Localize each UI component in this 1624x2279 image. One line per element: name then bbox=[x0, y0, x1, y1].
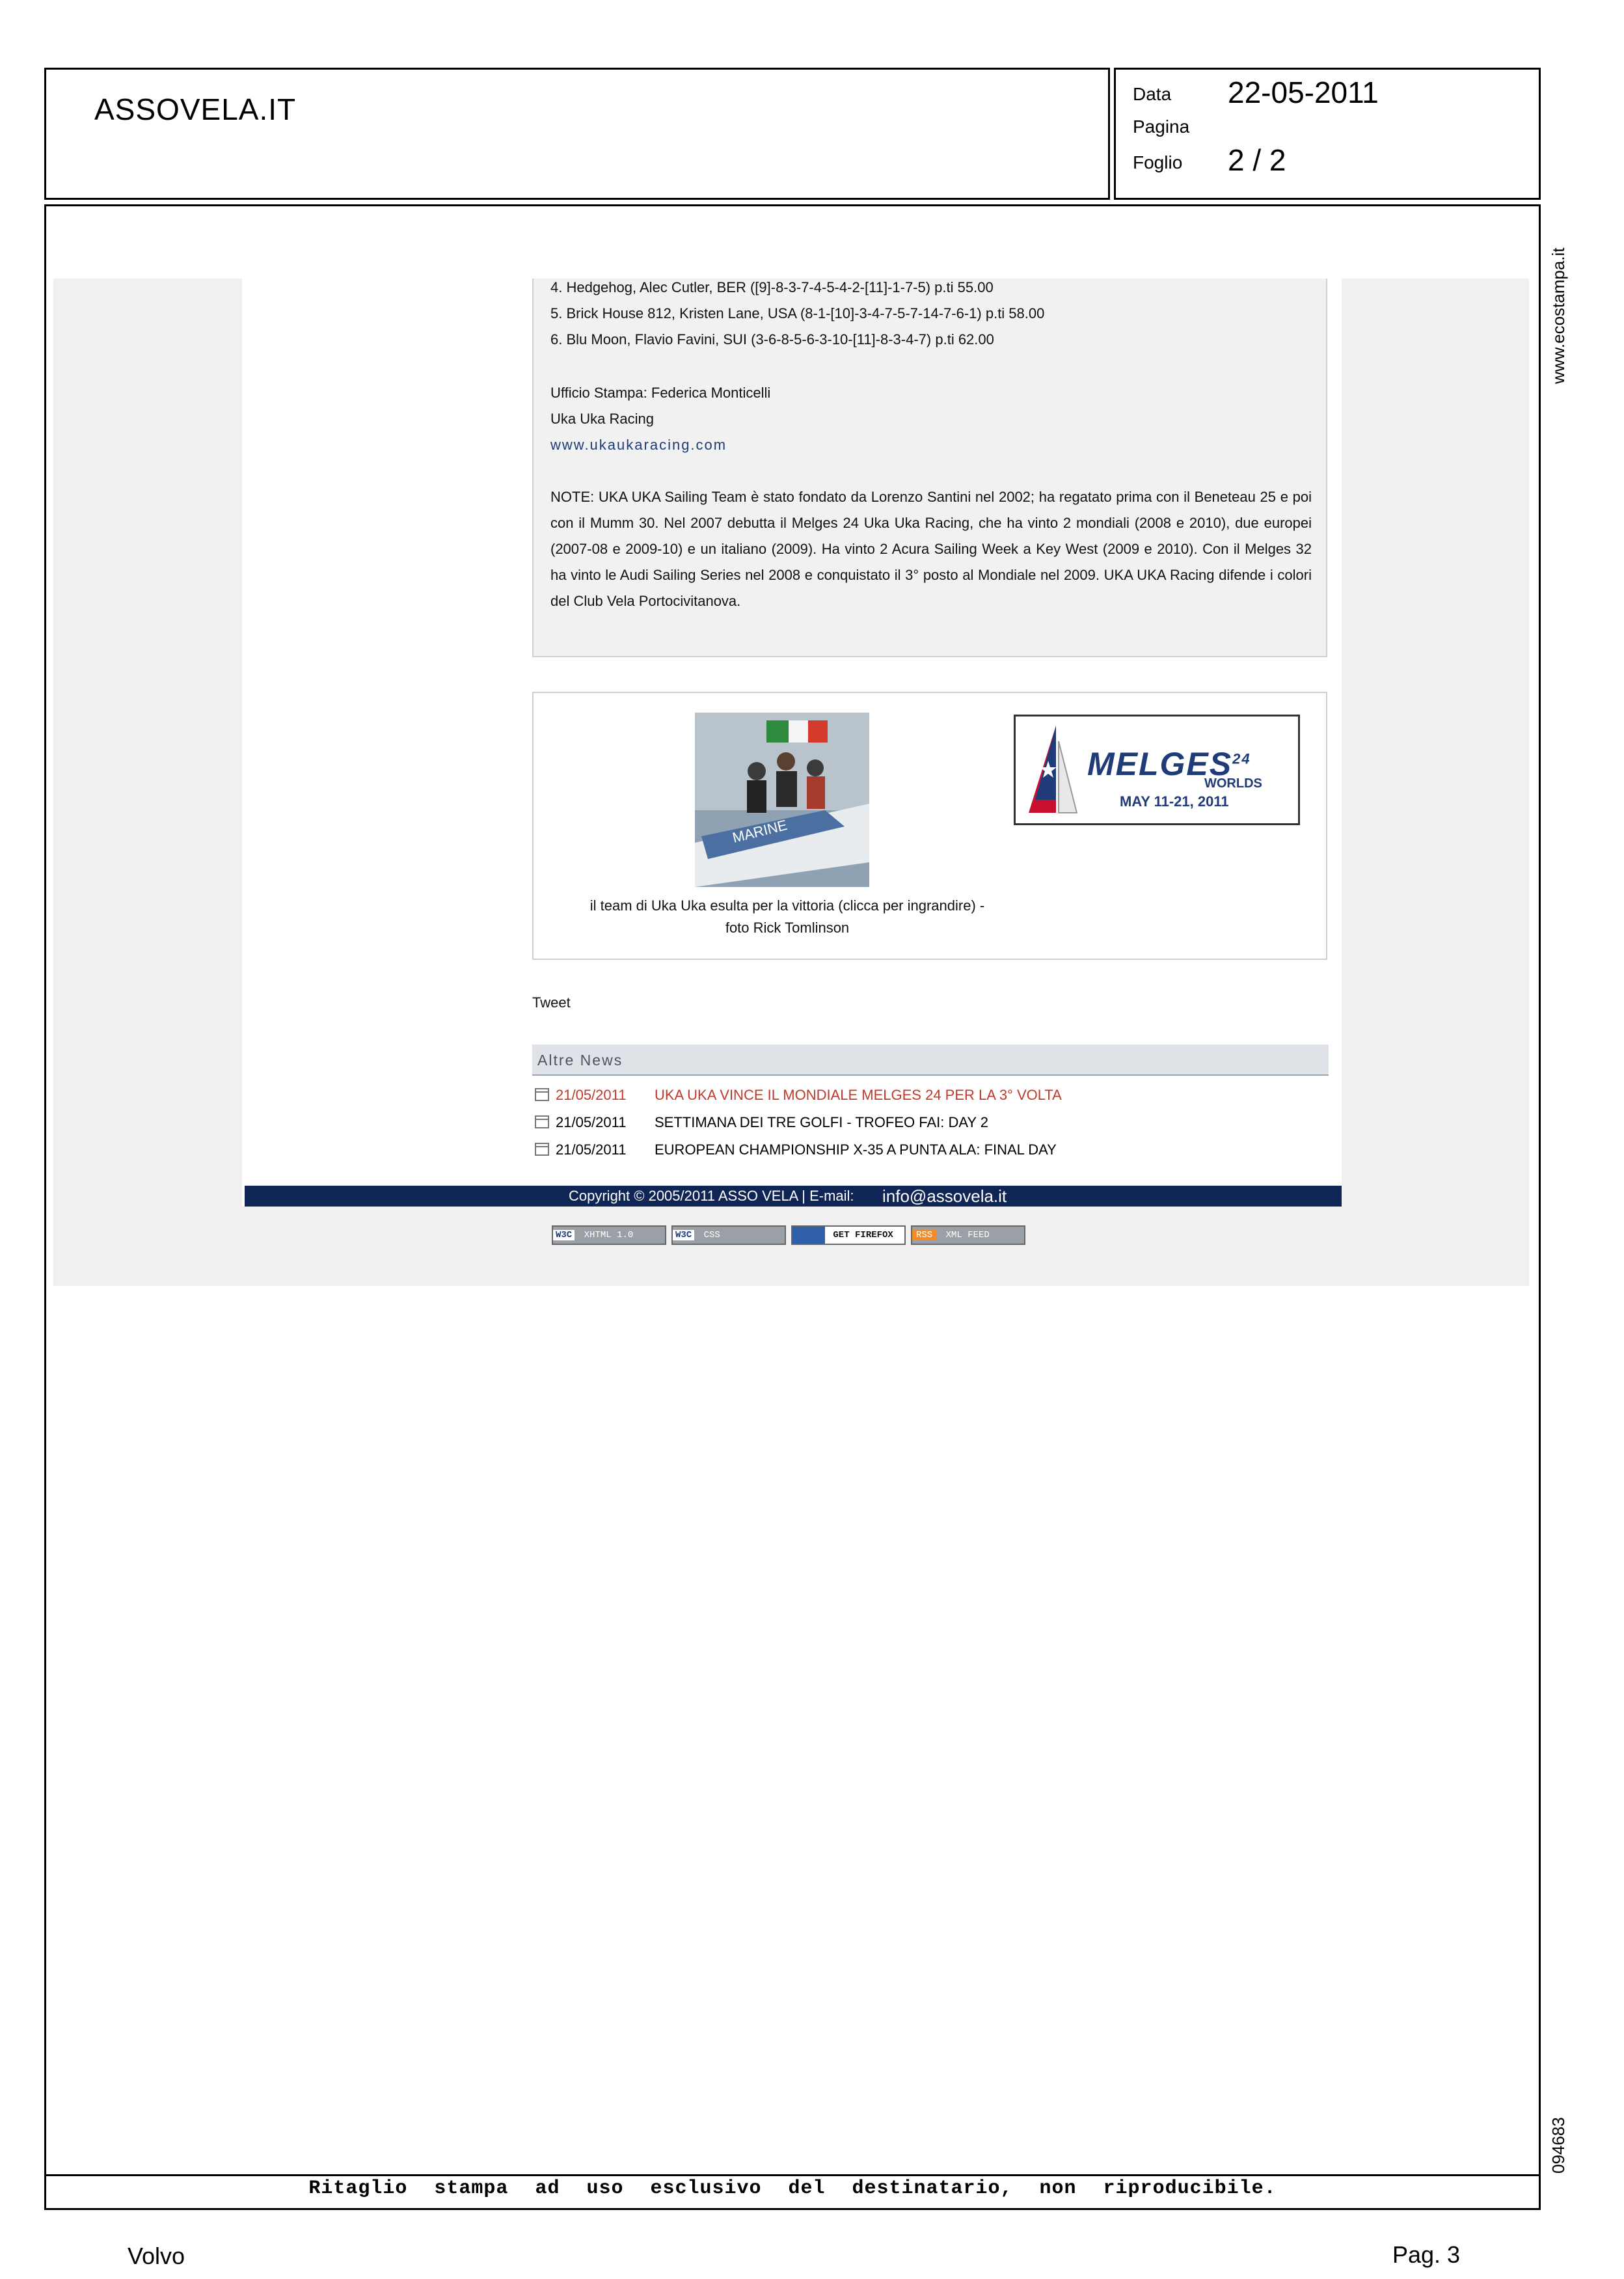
clipping-code: 094683 bbox=[1549, 2117, 1568, 2174]
xhtml-label: XHTML 1.0 bbox=[584, 1230, 634, 1240]
news-item[interactable] bbox=[535, 1141, 1120, 1161]
footer-client: Volvo bbox=[128, 2243, 185, 2269]
calendar-icon bbox=[535, 1143, 549, 1156]
hull-text: MARINE bbox=[731, 816, 789, 846]
melges-worlds-logo[interactable] bbox=[1014, 715, 1300, 825]
site-copyright-bar bbox=[245, 1186, 1342, 1207]
news-title[interactable]: UKA UKA VINCE IL MONDIALE MELGES 24 PER LA 3° VOLTA bbox=[655, 1087, 1062, 1103]
email-link[interactable]: info@assovela.it bbox=[882, 1186, 1007, 1206]
news-item[interactable] bbox=[535, 1114, 1120, 1134]
rss-badge[interactable] bbox=[911, 1225, 1025, 1245]
press-office: Ufficio Stampa: Federica Monticelli bbox=[550, 385, 771, 401]
clipping-notice: Ritaglio stampa ad uso esclusivo del destinatario, non riproducibile. bbox=[308, 2177, 1277, 2200]
logo-brand-text: MELGES bbox=[1087, 746, 1233, 782]
photo-caption-line: foto Rick Tomlinson bbox=[725, 920, 850, 936]
foglio-value: 2 / 2 bbox=[1228, 143, 1286, 177]
team-name: Uka Uka Racing bbox=[550, 411, 654, 427]
news-item[interactable] bbox=[535, 1087, 1120, 1106]
photo-caption-line: il team di Uka Uka esulta per la vittoria (clicca per ingrandire) - bbox=[589, 897, 985, 914]
feed-label: XML FEED bbox=[945, 1230, 990, 1240]
header-publication-box bbox=[44, 68, 1110, 200]
data-label: Data bbox=[1133, 84, 1172, 104]
article-note: NOTE: UKA UKA Sailing Team è stato fondato da Lorenzo Santini nel 2002; ha regatato prima con il Beneteau 25 e poi con il Mumm 30. Nel 2007 debutta il Melges 24 Uka Uka Racing, che ha vinto 2 mondiali (2008 e 2010), due europei (2007-08 e 2009-10) e un italiano (2009). Ha vinto 2 Acura Sailing Week a Key West (2009 e 2010). Con il Melges 32 ha vinto le Audi Sailing Series nel 2008 e conquistato il 3° posto al Mondiale nel 2009. UKA UKA Racing difende i colori del Club Vela Portocivitanova. bbox=[550, 489, 1312, 609]
news-date: 21/05/2011 bbox=[556, 1141, 627, 1158]
tweet-link[interactable]: Tweet bbox=[532, 994, 571, 1011]
publication-name: ASSOVELA.IT bbox=[94, 92, 297, 126]
foglio-label: Foglio bbox=[1133, 152, 1183, 172]
team-photo[interactable] bbox=[695, 713, 869, 887]
other-news-heading: Altre News bbox=[532, 1044, 1329, 1076]
rss-label: RSS bbox=[912, 1230, 936, 1240]
calendar-icon bbox=[535, 1088, 549, 1101]
ecostampa-url: www.ecostampa.it bbox=[1549, 247, 1568, 384]
sailboat-flag-icon bbox=[1025, 722, 1083, 819]
w3c-label: W3C bbox=[553, 1230, 575, 1240]
news-title[interactable]: SETTIMANA DEI TRE GOLFI - TROFEO FAI: DAY 2 bbox=[655, 1114, 989, 1130]
result-line: 6. Blu Moon, Flavio Favini, SUI (3-6-8-5-6-3-10-[11]-8-3-4-7) p.ti 62.00 bbox=[550, 331, 994, 348]
logo-sub: WORLDS bbox=[1204, 776, 1262, 791]
firefox-label: GET FIREFOX bbox=[833, 1230, 893, 1240]
media-box bbox=[532, 692, 1327, 960]
news-title[interactable]: EUROPEAN CHAMPIONSHIP X-35 A PUNTA ALA: FINAL DAY bbox=[655, 1141, 1057, 1158]
data-value: 22-05-2011 bbox=[1228, 75, 1379, 109]
result-line: 5. Brick House 812, Kristen Lane, USA (8-1-[10]-3-4-7-5-7-14-7-6-1) p.ti 58.00 bbox=[550, 305, 1045, 321]
photo-caption bbox=[547, 895, 1028, 939]
notice-divider bbox=[44, 2174, 1541, 2176]
css-badge[interactable] bbox=[671, 1225, 786, 1245]
news-date: 21/05/2011 bbox=[556, 1114, 627, 1130]
footer-page-number: Pag. 3 bbox=[1392, 2241, 1461, 2268]
team-website-link[interactable]: www.ukaukaracing.com bbox=[550, 437, 727, 453]
header-info-box bbox=[1114, 68, 1541, 200]
pagina-label: Pagina bbox=[1133, 116, 1190, 137]
w3c-label: W3C bbox=[673, 1230, 694, 1240]
news-date: 21/05/2011 bbox=[556, 1087, 627, 1103]
logo-superscript: 24 bbox=[1232, 750, 1251, 767]
result-line: 4. Hedgehog, Alec Cutler, BER ([9]-8-3-7-4-5-4-2-[11]-1-7-5) p.ti 55.00 bbox=[550, 279, 994, 295]
firefox-icon bbox=[792, 1227, 825, 1244]
logo-dates: MAY 11-21, 2011 bbox=[1120, 793, 1229, 810]
copyright-text: Copyright © 2005/2011 ASSO VELA | E-mail: bbox=[569, 1188, 854, 1204]
calendar-icon bbox=[535, 1115, 549, 1128]
xhtml-badge[interactable] bbox=[552, 1225, 666, 1245]
css-label: CSS bbox=[703, 1230, 720, 1240]
firefox-badge[interactable] bbox=[791, 1225, 906, 1245]
